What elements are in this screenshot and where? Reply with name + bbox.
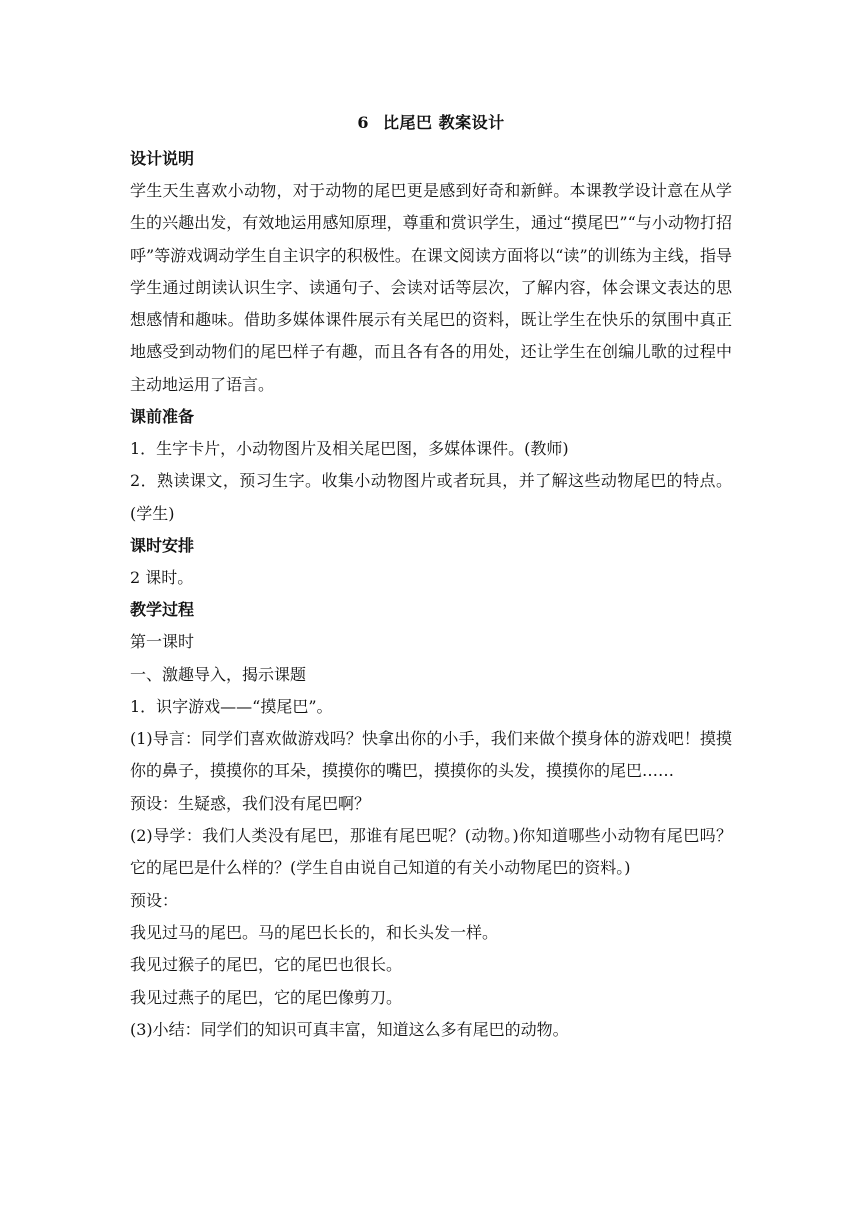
answer-swallow: 我见过燕子的尾巴，它的尾巴像剪刀。 [130, 987, 403, 1007]
process-heading: 教学过程 [130, 600, 195, 620]
design-body: 学生天生喜欢小动物，对于动物的尾巴更是感到好奇和新鲜。本课教学设计意在从学生的兴趣出发，有效地运用感知原理，尊重和赏识学生，通过“摸尾巴”“与小动物打招呼”等游戏调动学生自主识字的积极性。在课文阅读方面将以“读”的训练为主线，指导学生通过朗读认识生字、读通句子、会读对话等层次，了解内容，体会课文表达的思想感情和趣味。借助多媒体课件展示有关尾巴的资料，既让学生在快乐的氛围中真正地感受到动物们的尾巴样子有趣，而且各有各的用处，还让学生在创编儿歌的过程中主动地运用了语言。 [130, 181, 732, 394]
step-one-title: 1．识字游戏——“摸尾巴”。 [130, 696, 333, 716]
summary-text: (3)小结：同学们的知识可真丰富，知道这么多有尾巴的动物。 [130, 1019, 569, 1039]
design-heading: 设计说明 [130, 149, 195, 168]
answer-horse: 我见过马的尾巴。马的尾巴长长的，和长头发一样。 [130, 922, 499, 942]
lesson-title: 比尾巴 教案设计 [383, 113, 505, 132]
answer-monkey: 我见过猴子的尾巴，它的尾巴也很长。 [130, 955, 403, 975]
prep-item-student: 2．熟读课文，预习生字。收集小动物图片或者玩具，并了解这些动物尾巴的特点。(学生) [130, 471, 732, 523]
prep-item-teacher: 1．生字卡片，小动物图片及相关尾巴图，多媒体课件。(教师) [130, 439, 569, 459]
document-title [130, 109, 732, 137]
preset-two: 预设： [130, 890, 179, 910]
guide-text: (2)导学：我们人类没有尾巴，那谁有尾巴呢？(动物。)你知道哪些小动物有尾巴吗？它的尾巴是什么样的？(学生自由说自己知道的有关小动物尾巴的资料。) [130, 826, 732, 878]
document-page [130, 109, 732, 1046]
preset-one: 预设：生疑惑，我们没有尾巴啊？ [130, 793, 371, 813]
lesson-number: 6 [357, 113, 370, 132]
time-heading: 课时安排 [130, 535, 195, 555]
part-one-title: 一、激趣导入，揭示课题 [130, 664, 307, 684]
time-body: 2 课时。 [130, 567, 194, 587]
lesson-label: 第一课时 [130, 632, 195, 652]
intro-text: (1)导言：同学们喜欢做游戏吗？快拿出你的小手，我们来做个摸身体的游戏吧！摸摸你的鼻子，摸摸你的耳朵，摸摸你的嘴巴，摸摸你的头发，摸摸你的尾巴…… [130, 729, 732, 781]
prep-heading: 课前准备 [130, 407, 195, 427]
